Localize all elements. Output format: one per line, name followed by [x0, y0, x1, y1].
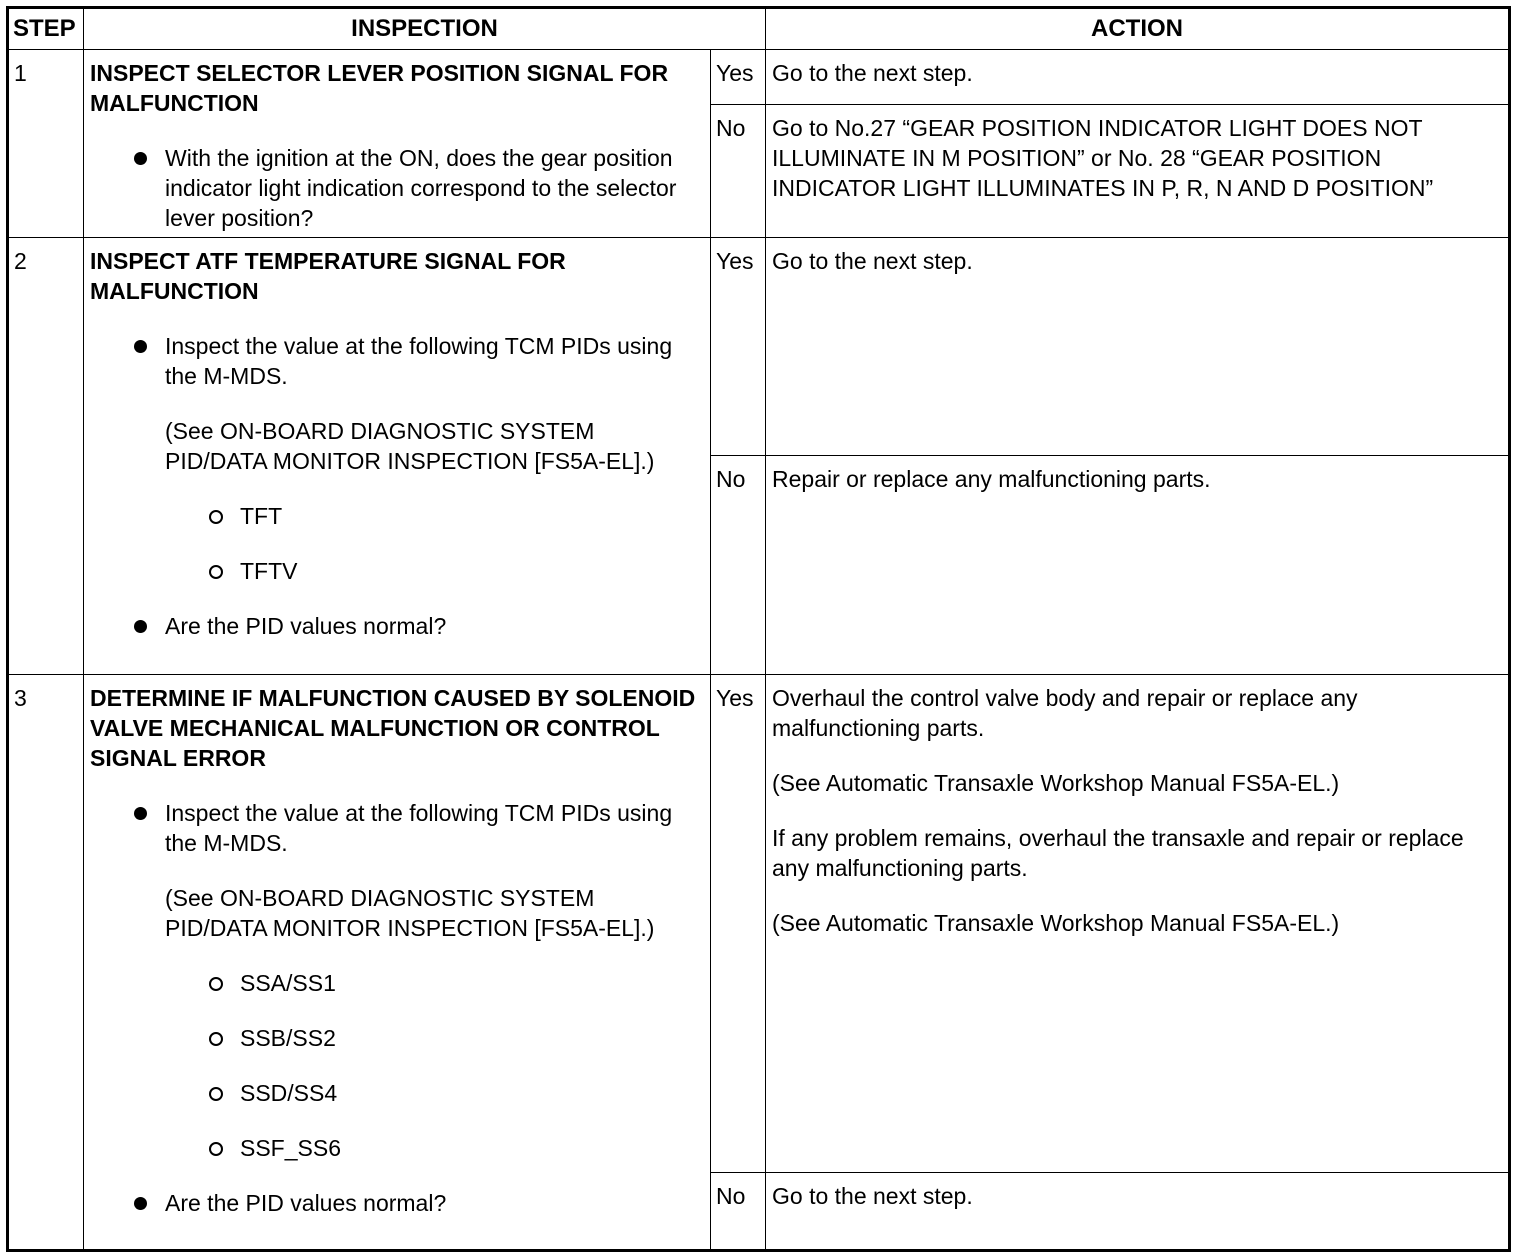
- no-action: Go to No.27 “GEAR POSITION INDICATOR LIGHT DOES NOT ILLUMINATE IN M POSITION” or No. 28 “GEAR POSITION INDICATOR LIGHT ILLUMINATES IN P, R, N AND D POSITION”: [766, 105, 1510, 238]
- inspection-title: DETERMINE IF MALFUNCTION CAUSED BY SOLENOID VALVE MECHANICAL MALFUNCTION OR CONTROL SIGNAL ERROR: [90, 685, 696, 771]
- yes-action: Go to the next step.: [766, 50, 1510, 105]
- pid-item: SSB/SS2: [90, 1023, 702, 1053]
- header-action: ACTION: [766, 8, 1510, 50]
- diagnostic-table: [6, 6, 1511, 1252]
- yes-label: Yes: [711, 50, 766, 105]
- step-1-yes-row: [8, 50, 1510, 105]
- step-2-yes-row: [8, 238, 1510, 456]
- reference-note: (See ON-BOARD DIAGNOSTIC SYSTEM PID/DATA MONITOR INSPECTION [FS5A-EL].): [165, 418, 655, 474]
- no-action: Go to the next step.: [766, 1173, 1510, 1251]
- step-number: 2: [8, 238, 84, 675]
- action-paragraph: (See Automatic Transaxle Workshop Manual FS5A-EL.): [772, 910, 1340, 936]
- yes-label: Yes: [711, 675, 766, 1173]
- action-paragraph: (See Automatic Transaxle Workshop Manual FS5A-EL.): [772, 770, 1340, 796]
- inspection-cell: [84, 675, 711, 1251]
- pid-item: SSF_SS6: [90, 1133, 702, 1163]
- yes-action: [766, 675, 1510, 1173]
- yes-label: Yes: [711, 238, 766, 456]
- no-label: No: [711, 1173, 766, 1251]
- no-action: Repair or replace any malfunctioning parts.: [766, 456, 1510, 675]
- bullet-item: With the ignition at the ON, does the gear position indicator light indication correspond to the selector lever position?: [90, 143, 702, 233]
- step-3-yes-row: [8, 675, 1510, 1173]
- header-step: STEP: [8, 8, 84, 50]
- pid-item: SSD/SS4: [90, 1078, 702, 1108]
- yes-action: Go to the next step.: [766, 238, 1510, 456]
- inspection-title: INSPECT ATF TEMPERATURE SIGNAL FOR MALFUNCTION: [90, 248, 566, 304]
- bullet-item: Inspect the value at the following TCM PIDs using the M-MDS.: [90, 798, 702, 858]
- pid-item: SSA/SS1: [90, 968, 702, 998]
- inspection-title: INSPECT SELECTOR LEVER POSITION SIGNAL FOR MALFUNCTION: [90, 60, 669, 116]
- bullet-item: Are the PID values normal?: [90, 611, 702, 641]
- step-number: 3: [8, 675, 84, 1251]
- reference-note: (See ON-BOARD DIAGNOSTIC SYSTEM PID/DATA MONITOR INSPECTION [FS5A-EL].): [165, 885, 655, 941]
- action-paragraph: Overhaul the control valve body and repair or replace any malfunctioning parts.: [772, 685, 1358, 741]
- no-label: No: [711, 456, 766, 675]
- pid-item: TFT: [90, 501, 702, 531]
- step-number: 1: [8, 50, 84, 238]
- bullet-item: Are the PID values normal?: [90, 1188, 702, 1218]
- header-row: [8, 8, 1510, 50]
- header-inspection: INSPECTION: [84, 8, 766, 50]
- action-paragraph: If any problem remains, overhaul the transaxle and repair or replace any malfunctioning parts.: [772, 825, 1464, 881]
- inspection-cell: [84, 238, 711, 675]
- inspection-cell: [84, 50, 711, 238]
- no-label: No: [711, 105, 766, 238]
- bullet-item: Inspect the value at the following TCM PIDs using the M-MDS.: [90, 331, 702, 391]
- pid-item: TFTV: [90, 556, 702, 586]
